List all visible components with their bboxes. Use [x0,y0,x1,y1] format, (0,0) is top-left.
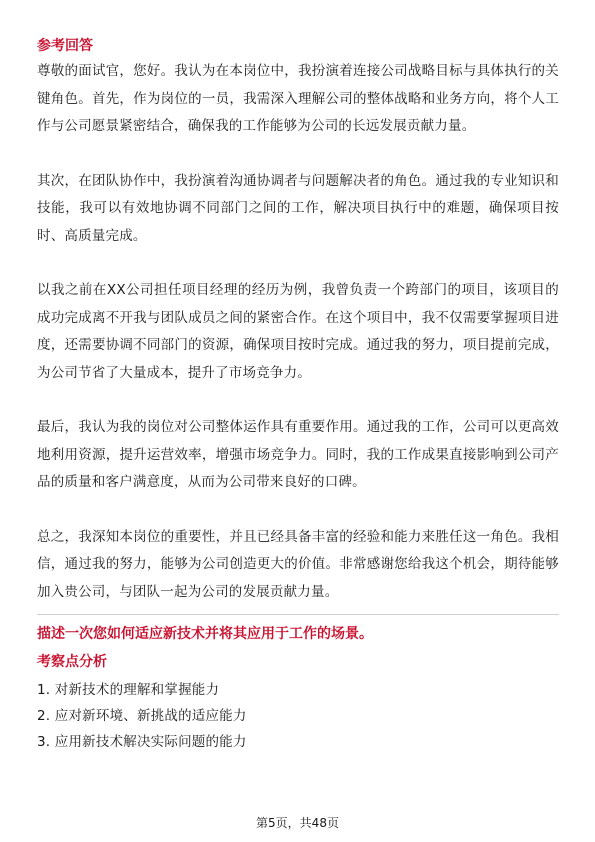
analysis-list [37,677,559,755]
answer-paragraph-1: 尊敬的面试官，您好。我认为在本岗位中，我扮演着连接公司战略目标与具体执行的关键角色。首先，作为岗位的一员，我需深入理解公司的整体战略和业务方向，将个人工作与公司愿景紧密结合，确保我的工作能够为公司的长远发展贡献力量。 [37,63,559,134]
analysis-point-2: 2. 应对新环境、新挑战的适应能力 [37,708,247,724]
answer-paragraph-2: 其次，在团队协作中，我扮演着沟通协调者与问题解决者的角色。通过我的专业知识和技能，我可以有效地协调不同部门之间的工作，解决项目执行中的难题，确保项目按时、高质量完成。 [37,172,559,244]
section-divider [37,614,559,615]
page-content [37,36,559,755]
answer-heading: 参考回答 [37,38,93,54]
answer-paragraph-4: 最后，我认为我的岗位对公司整体运作具有重要作用。通过我的工作，公司可以更高效地利用资源，提升运营效率，增强市场竞争力。同时，我的工作成果直接影响到公司产品的质量和客户满意度，从而为公司带来良好的口碑。 [37,419,559,490]
answer-paragraph-5: 总之，我深知本岗位的重要性，并且已经具备丰富的经验和能力来胜任这一角色。我相信，通过我的努力，能够为公司创造更大的价值。非常感谢您给我这个机会，期待能够加入贵公司，与团队一起为公司的发展贡献力量。 [37,528,559,600]
analysis-heading: 考察点分析 [37,654,107,670]
analysis-point-1: 1. 对新技术的理解和掌握能力 [37,682,220,698]
answer-paragraph-3: 以我之前在XX公司担任项目经理的经历为例，我曾负责一个跨部门的项目，该项目的成功完成离不开我与团队成员之间的紧密合作。在这个项目中，我不仅需要掌握项目进度，还需要协调不同部门的资源，确保项目按时完成。通过我的努力，项目提前完成，为公司节省了大量成本，提升了市场竞争力。 [37,282,559,381]
page-number-footer: 第5页，共48页 [256,816,339,830]
analysis-point-3: 3. 应用新技术解决实际问题的能力 [37,734,247,750]
question-text: 描述一次您如何适应新技术并将其应用于工作的场景。 [37,626,373,642]
